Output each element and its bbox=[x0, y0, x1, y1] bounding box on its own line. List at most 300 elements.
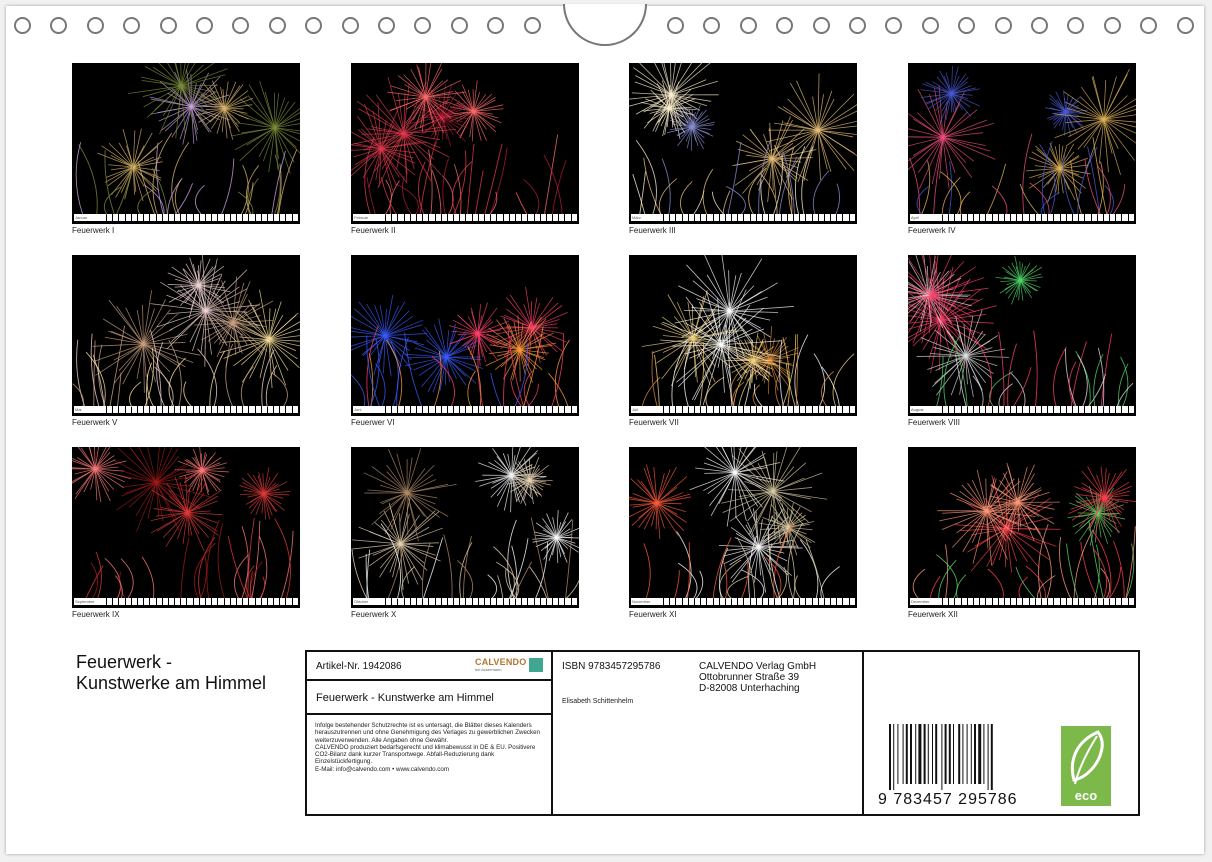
day-cell bbox=[707, 598, 712, 605]
binding-ring-icon bbox=[160, 17, 177, 34]
day-cell bbox=[1079, 406, 1084, 413]
day-cell bbox=[113, 214, 118, 221]
day-cell bbox=[119, 598, 124, 605]
day-cell bbox=[132, 406, 137, 413]
day-cell bbox=[993, 598, 998, 605]
thumbnail-caption: Feuerwerk I bbox=[72, 226, 115, 235]
day-cell bbox=[107, 598, 112, 605]
day-cell bbox=[231, 214, 236, 221]
day-cell bbox=[268, 214, 273, 221]
day-cell bbox=[819, 214, 824, 221]
day-cell bbox=[169, 598, 174, 605]
day-cell bbox=[968, 406, 973, 413]
day-cell bbox=[565, 214, 570, 221]
leaf-icon bbox=[1061, 726, 1111, 790]
day-cell bbox=[1061, 406, 1066, 413]
day-cell bbox=[757, 214, 762, 221]
date-strip bbox=[353, 214, 577, 221]
day-cell bbox=[169, 406, 174, 413]
day-cell bbox=[293, 214, 298, 221]
day-cell bbox=[1030, 406, 1035, 413]
day-cell bbox=[504, 598, 509, 605]
info-column-middle bbox=[553, 652, 864, 814]
day-cell bbox=[547, 406, 552, 413]
day-cell bbox=[119, 214, 124, 221]
day-cell bbox=[473, 406, 478, 413]
day-cell bbox=[1042, 406, 1047, 413]
fireworks-image bbox=[908, 255, 1136, 416]
day-cell bbox=[448, 598, 453, 605]
day-cell bbox=[670, 598, 675, 605]
binding-ring-icon bbox=[1140, 17, 1157, 34]
day-cell bbox=[225, 406, 230, 413]
binding-ring-icon bbox=[849, 17, 866, 34]
date-strip bbox=[74, 406, 298, 413]
day-cell bbox=[1129, 214, 1134, 221]
day-cell bbox=[107, 406, 112, 413]
month-thumbnail bbox=[908, 447, 1136, 608]
day-cell bbox=[405, 406, 410, 413]
day-cell bbox=[268, 598, 273, 605]
hanger-cutout bbox=[563, 4, 647, 46]
day-cell bbox=[516, 598, 521, 605]
calendar-title bbox=[76, 652, 316, 694]
binding-ring-icon bbox=[378, 17, 395, 34]
day-cell bbox=[442, 406, 447, 413]
date-strip bbox=[74, 214, 298, 221]
day-cell bbox=[825, 406, 830, 413]
binding-ring-icon bbox=[451, 17, 468, 34]
day-cell bbox=[813, 598, 818, 605]
day-cell bbox=[243, 406, 248, 413]
day-cell bbox=[1098, 598, 1103, 605]
day-cell bbox=[491, 406, 496, 413]
date-strip bbox=[631, 214, 855, 221]
date-strip bbox=[910, 598, 1134, 605]
day-cell bbox=[1122, 214, 1127, 221]
binding-ring-icon bbox=[123, 17, 140, 34]
month-label: Juli bbox=[631, 406, 663, 413]
day-cell bbox=[206, 406, 211, 413]
day-cell bbox=[286, 598, 291, 605]
logo-mark-icon bbox=[529, 658, 543, 672]
day-cell bbox=[460, 598, 465, 605]
day-cell bbox=[738, 598, 743, 605]
binding-ring-icon bbox=[703, 17, 720, 34]
day-cell bbox=[763, 406, 768, 413]
day-cell bbox=[676, 214, 681, 221]
day-cell bbox=[212, 598, 217, 605]
day-cell bbox=[559, 214, 564, 221]
day-cell bbox=[535, 214, 540, 221]
day-cell bbox=[479, 406, 484, 413]
article-number: Artikel-Nr. 1942086 bbox=[316, 661, 402, 672]
day-cell bbox=[775, 214, 780, 221]
day-cell bbox=[429, 214, 434, 221]
binding-ring-icon bbox=[1031, 17, 1048, 34]
day-cell bbox=[522, 214, 527, 221]
day-cell bbox=[800, 406, 805, 413]
day-cell bbox=[132, 598, 137, 605]
day-cell bbox=[751, 598, 756, 605]
day-cell bbox=[1017, 598, 1022, 605]
day-cell bbox=[738, 406, 743, 413]
day-cell bbox=[986, 214, 991, 221]
day-cell bbox=[720, 406, 725, 413]
binding-ring-icon bbox=[414, 17, 431, 34]
day-cell bbox=[763, 598, 768, 605]
day-cell bbox=[150, 406, 155, 413]
day-cell bbox=[720, 598, 725, 605]
date-strip bbox=[631, 406, 855, 413]
day-cell bbox=[1036, 214, 1041, 221]
day-cell bbox=[194, 214, 199, 221]
day-cell bbox=[732, 406, 737, 413]
day-cell bbox=[1054, 598, 1059, 605]
day-cell bbox=[274, 406, 279, 413]
info-column-right bbox=[864, 652, 1138, 814]
month-thumbnail bbox=[629, 63, 857, 224]
day-cell bbox=[194, 598, 199, 605]
month-thumbnail bbox=[351, 63, 579, 224]
day-cell bbox=[968, 598, 973, 605]
day-cell bbox=[800, 598, 805, 605]
day-cell bbox=[670, 406, 675, 413]
month-label: August bbox=[910, 406, 942, 413]
day-cell bbox=[769, 406, 774, 413]
month-thumbnail bbox=[908, 255, 1136, 416]
day-cell bbox=[491, 598, 496, 605]
day-cell bbox=[398, 598, 403, 605]
day-cell bbox=[943, 598, 948, 605]
day-cell bbox=[497, 214, 502, 221]
day-cell bbox=[980, 598, 985, 605]
day-cell bbox=[225, 598, 230, 605]
day-cell bbox=[1042, 214, 1047, 221]
day-cell bbox=[212, 406, 217, 413]
day-cell bbox=[825, 598, 830, 605]
binding-ring-icon bbox=[776, 17, 793, 34]
day-cell bbox=[1023, 598, 1028, 605]
day-cell bbox=[249, 598, 254, 605]
day-cell bbox=[695, 598, 700, 605]
thumbnail-caption: Feuerwerk VIII bbox=[908, 418, 961, 427]
day-cell bbox=[1085, 214, 1090, 221]
day-cell bbox=[411, 406, 416, 413]
day-cell bbox=[417, 214, 422, 221]
day-cell bbox=[949, 214, 954, 221]
day-cell bbox=[1104, 598, 1109, 605]
day-cell bbox=[150, 598, 155, 605]
day-cell bbox=[1023, 214, 1028, 221]
day-cell bbox=[225, 214, 230, 221]
day-cell bbox=[1073, 598, 1078, 605]
binding-ring-icon bbox=[524, 17, 541, 34]
day-cell bbox=[485, 214, 490, 221]
day-cell bbox=[806, 598, 811, 605]
isbn: ISBN 9783457295786 bbox=[562, 661, 661, 672]
thumbnail-caption: Feuerwerk V bbox=[72, 418, 118, 427]
day-cell bbox=[986, 406, 991, 413]
day-cell bbox=[386, 406, 391, 413]
day-cell bbox=[572, 406, 577, 413]
month-thumbnail bbox=[908, 63, 1136, 224]
fireworks-image bbox=[351, 63, 579, 224]
day-cell bbox=[689, 214, 694, 221]
day-cell bbox=[689, 406, 694, 413]
day-cell bbox=[683, 214, 688, 221]
day-cell bbox=[553, 406, 558, 413]
day-cell bbox=[980, 406, 985, 413]
day-cell bbox=[466, 598, 471, 605]
day-cell bbox=[280, 598, 285, 605]
day-cell bbox=[510, 214, 515, 221]
day-cell bbox=[417, 598, 422, 605]
day-cell bbox=[169, 214, 174, 221]
day-cell bbox=[1036, 598, 1041, 605]
day-cell bbox=[448, 214, 453, 221]
fireworks-image bbox=[72, 63, 300, 224]
fireworks-image bbox=[629, 447, 857, 608]
day-cell bbox=[980, 214, 985, 221]
day-cell bbox=[782, 406, 787, 413]
eco-label: eco bbox=[1074, 788, 1098, 803]
day-cell bbox=[1092, 406, 1097, 413]
day-cell bbox=[782, 214, 787, 221]
day-cell bbox=[138, 598, 143, 605]
day-cell bbox=[757, 406, 762, 413]
day-cell bbox=[479, 214, 484, 221]
day-cell bbox=[256, 406, 261, 413]
thumbnail-caption: Feuerwerk IV bbox=[908, 226, 956, 235]
day-cell bbox=[751, 406, 756, 413]
day-cell bbox=[1048, 406, 1053, 413]
month-label: Februar bbox=[353, 214, 385, 221]
day-cell bbox=[683, 598, 688, 605]
day-cell bbox=[819, 406, 824, 413]
day-cell bbox=[473, 214, 478, 221]
day-cell bbox=[243, 598, 248, 605]
day-cell bbox=[200, 406, 205, 413]
month-label: November bbox=[631, 598, 663, 605]
day-cell bbox=[744, 214, 749, 221]
day-cell bbox=[1030, 598, 1035, 605]
day-cell bbox=[962, 406, 967, 413]
binding-ring-icon bbox=[342, 17, 359, 34]
binding-ring-icon bbox=[87, 17, 104, 34]
day-cell bbox=[974, 214, 979, 221]
day-cell bbox=[806, 406, 811, 413]
day-cell bbox=[429, 406, 434, 413]
day-cell bbox=[157, 406, 162, 413]
day-cell bbox=[726, 214, 731, 221]
day-cell bbox=[187, 598, 192, 605]
day-cell bbox=[837, 598, 842, 605]
day-cell bbox=[454, 406, 459, 413]
day-cell bbox=[683, 406, 688, 413]
day-cell bbox=[237, 598, 242, 605]
day-cell bbox=[163, 214, 168, 221]
day-cell bbox=[775, 598, 780, 605]
day-cell bbox=[1005, 406, 1010, 413]
day-cell bbox=[460, 214, 465, 221]
day-cell bbox=[405, 598, 410, 605]
fireworks-image bbox=[908, 63, 1136, 224]
day-cell bbox=[831, 406, 836, 413]
month-label: März bbox=[631, 214, 663, 221]
day-cell bbox=[150, 214, 155, 221]
day-cell bbox=[726, 406, 731, 413]
day-cell bbox=[782, 598, 787, 605]
day-cell bbox=[423, 598, 428, 605]
binding-ring-icon bbox=[232, 17, 249, 34]
thumbnail-caption: Feuerwer VI bbox=[351, 418, 395, 427]
day-cell bbox=[1073, 214, 1078, 221]
day-cell bbox=[1098, 406, 1103, 413]
date-strip bbox=[353, 406, 577, 413]
day-cell bbox=[788, 406, 793, 413]
info-box bbox=[305, 650, 1140, 816]
day-cell bbox=[1122, 598, 1127, 605]
publisher-street: Ottobrunner Straße 39 bbox=[699, 672, 800, 683]
day-cell bbox=[720, 214, 725, 221]
day-cell bbox=[1104, 406, 1109, 413]
binding-ring-icon bbox=[50, 17, 67, 34]
day-cell bbox=[181, 406, 186, 413]
day-cell bbox=[565, 598, 570, 605]
day-cell bbox=[522, 598, 527, 605]
day-cell bbox=[491, 214, 496, 221]
barcode-icon bbox=[889, 724, 1021, 790]
day-cell bbox=[293, 406, 298, 413]
day-cell bbox=[448, 406, 453, 413]
binding-ring-icon bbox=[1177, 17, 1194, 34]
day-cell bbox=[1054, 406, 1059, 413]
day-cell bbox=[559, 598, 564, 605]
day-cell bbox=[138, 214, 143, 221]
day-cell bbox=[1048, 214, 1053, 221]
day-cell bbox=[962, 214, 967, 221]
day-cell bbox=[714, 214, 719, 221]
day-cell bbox=[429, 598, 434, 605]
date-strip bbox=[910, 406, 1134, 413]
day-cell bbox=[1116, 214, 1121, 221]
day-cell bbox=[473, 598, 478, 605]
day-cell bbox=[843, 214, 848, 221]
day-cell bbox=[187, 406, 192, 413]
day-cell bbox=[553, 598, 558, 605]
day-cell bbox=[200, 214, 205, 221]
day-cell bbox=[466, 214, 471, 221]
month-thumbnail bbox=[351, 447, 579, 608]
day-cell bbox=[1116, 406, 1121, 413]
day-cell bbox=[1067, 214, 1072, 221]
day-cell bbox=[231, 598, 236, 605]
day-cell bbox=[794, 214, 799, 221]
day-cell bbox=[1092, 214, 1097, 221]
day-cell bbox=[454, 598, 459, 605]
day-cell bbox=[157, 214, 162, 221]
day-cell bbox=[738, 214, 743, 221]
binding-ring-icon bbox=[487, 17, 504, 34]
day-cell bbox=[726, 598, 731, 605]
day-cell bbox=[714, 598, 719, 605]
day-cell bbox=[813, 214, 818, 221]
day-cell bbox=[497, 406, 502, 413]
day-cell bbox=[843, 406, 848, 413]
day-cell bbox=[516, 406, 521, 413]
day-cell bbox=[850, 214, 855, 221]
binding-ring-icon bbox=[269, 17, 286, 34]
fireworks-image bbox=[72, 255, 300, 416]
day-cell bbox=[249, 214, 254, 221]
day-cell bbox=[572, 214, 577, 221]
day-cell bbox=[144, 406, 149, 413]
month-label: April bbox=[910, 214, 942, 221]
thumbnail-caption: Feuerwerk VII bbox=[629, 418, 679, 427]
binding-ring-icon bbox=[1104, 17, 1121, 34]
day-cell bbox=[714, 406, 719, 413]
binding-ring-icon bbox=[813, 17, 830, 34]
day-cell bbox=[528, 598, 533, 605]
day-cell bbox=[664, 406, 669, 413]
day-cell bbox=[293, 598, 298, 605]
binding-ring-icon bbox=[885, 17, 902, 34]
day-cell bbox=[528, 214, 533, 221]
day-cell bbox=[163, 598, 168, 605]
day-cell bbox=[510, 598, 515, 605]
day-cell bbox=[497, 598, 502, 605]
day-cell bbox=[955, 406, 960, 413]
day-cell bbox=[769, 598, 774, 605]
thumbnail-caption: Feuerwerk X bbox=[351, 610, 397, 619]
day-cell bbox=[794, 406, 799, 413]
day-cell bbox=[664, 214, 669, 221]
binding-ring-icon bbox=[922, 17, 939, 34]
month-thumbnail bbox=[351, 255, 579, 416]
day-cell bbox=[212, 214, 217, 221]
day-cell bbox=[516, 214, 521, 221]
day-cell bbox=[763, 214, 768, 221]
day-cell bbox=[1011, 406, 1016, 413]
day-cell bbox=[144, 214, 149, 221]
day-cell bbox=[200, 598, 205, 605]
day-cell bbox=[547, 598, 552, 605]
thumbnail-caption: Feuerwerk XII bbox=[908, 610, 958, 619]
day-cell bbox=[423, 406, 428, 413]
calendar-back-page bbox=[6, 6, 1204, 854]
day-cell bbox=[1023, 406, 1028, 413]
day-cell bbox=[676, 406, 681, 413]
day-cell bbox=[695, 406, 700, 413]
day-cell bbox=[744, 598, 749, 605]
day-cell bbox=[732, 598, 737, 605]
day-cell bbox=[986, 598, 991, 605]
day-cell bbox=[181, 598, 186, 605]
day-cell bbox=[175, 406, 180, 413]
day-cell bbox=[392, 406, 397, 413]
day-cell bbox=[1061, 598, 1066, 605]
calvendo-logo: CALVENDO bei Ackermann bbox=[475, 657, 543, 674]
day-cell bbox=[819, 598, 824, 605]
day-cell bbox=[943, 406, 948, 413]
day-cell bbox=[993, 406, 998, 413]
day-cell bbox=[1110, 214, 1115, 221]
day-cell bbox=[788, 214, 793, 221]
day-cell bbox=[218, 598, 223, 605]
day-cell bbox=[107, 214, 112, 221]
fireworks-image bbox=[72, 447, 300, 608]
